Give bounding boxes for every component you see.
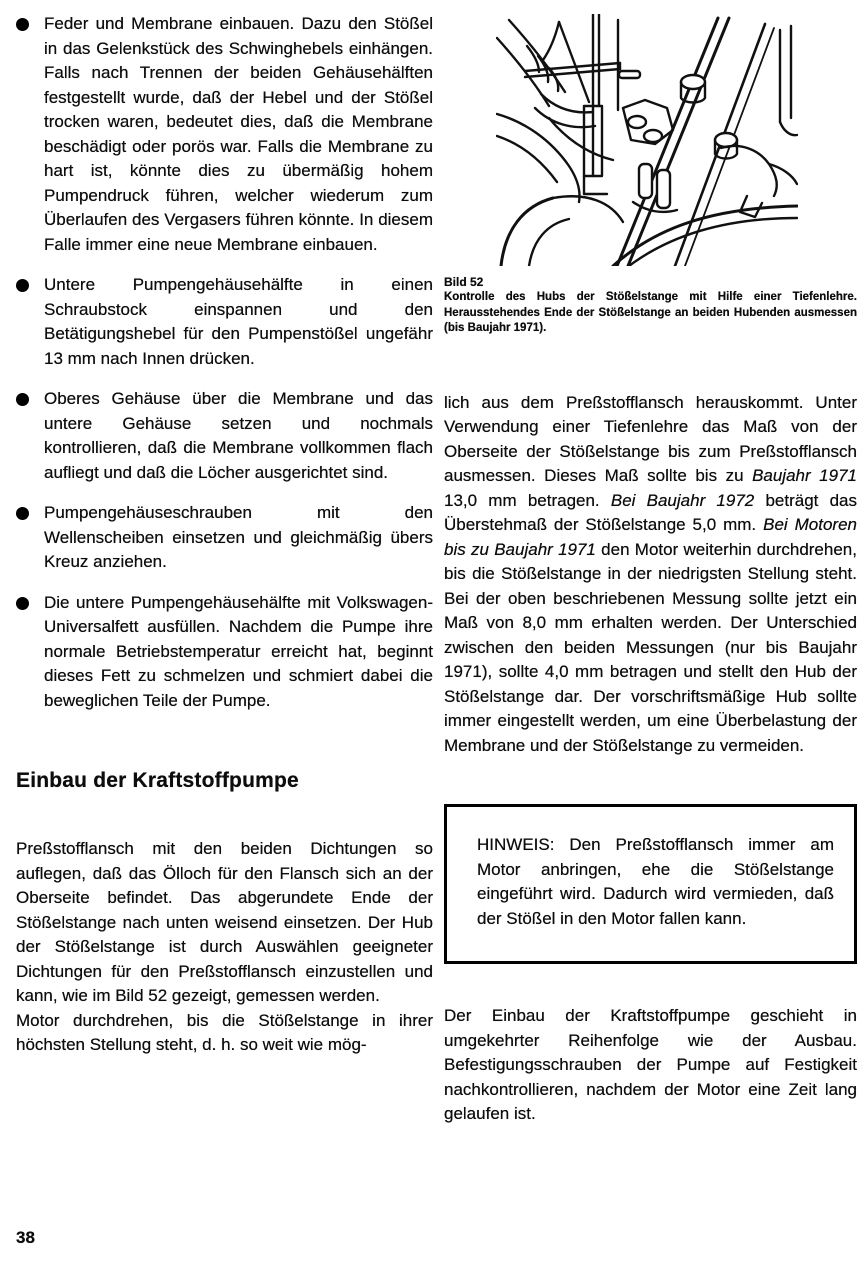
note-box (444, 804, 857, 964)
engine-depth-gauge-drawing (496, 14, 798, 266)
bullet-icon (16, 279, 29, 292)
list-item-text: Feder und Membrane einbauen. Dazu den Stößel in das Gelenkstück des Schwinghebels einhängen. Falls nach Trennen der beiden Gehäusehälften festgestellt wurde, daß der Hebel und der Stößel trocken waren, bedeutet dies, daß die Membrane beschädigt oder porös war. Falls die Membrane zu hart ist, könnte dies zu übermäßig hohem Pumpendruck führen, welcher wiederum zum Überlaufen des Vergasers führen könnte. In diesem Falle immer eine neue Membrane einbauen. (44, 14, 433, 254)
list-item (16, 387, 433, 485)
bullet-icon (16, 393, 29, 406)
paragraph: Motor durchdrehen, bis die Stößelstange in ihrer höchsten Stellung steht, d. h. so weit wie mög- (16, 1010, 433, 1054)
paragraph: lich aus dem Preßstofflansch herauskommt. Unter Verwendung einer Tiefenlehre das Maß von der Oberseite der Stößelstange bis zum Preßstofflansch ausmessen. Dieses Maß sollte bis zu Baujahr 1971 13,0 mm betragen. Bei Baujahr 1972 beträgt das Überstehmaß der Stößelstange 5,0 mm. Bei Motoren bis zu Baujahr 1971 den Motor weiterhin durchdrehen, bis die Stößelstange in der niedrigsten Stellung steht. Bei der oben beschriebenen Messung sollte jetzt ein Maß von 8,0 mm erhalten werden. Der Unterschied zwischen den beiden Messungen (nur bis Baujahr 1971), sollte 4,0 mm betragen und stellt den Hub der Stößelstange dar. Der vorschriftsmäßige Hub sollte immer eingestellt werden, um eine Überbelastung der Membrane und der Stößelstange zu vermeiden. (444, 392, 857, 755)
figure-caption-label: Bild 52 (444, 275, 484, 289)
figure-illustration (496, 14, 798, 266)
page-number: 38 (16, 1228, 35, 1247)
list-item (16, 591, 433, 714)
section-heading: Einbau der Kraftstoffpumpe (16, 769, 299, 792)
figure-caption (444, 274, 857, 337)
bracket (623, 100, 673, 144)
housing-curves (497, 114, 623, 266)
list-item (16, 273, 433, 371)
paragraph: Preßstofflansch mit den beiden Dichtungen so auflegen, daß das Ölloch für den Flansch sich an der Oberseite befindet. Das abgerundete Ende der Stößelstange nach unten weisend einsetzen. Der Hub der Stößelstange ist durch Auswählen geeigneter Dichtungen für den Preßstofflansch einzustellen und kann, wie im Bild 52 gezeigt, gemessen werden. (16, 839, 433, 1005)
list-item (16, 12, 433, 257)
bullet-icon (16, 18, 29, 31)
bullet-icon (16, 597, 29, 610)
note-text: HINWEIS: Den Preßstofflansch immer am Motor anbringen, ehe die Stößelstange eingeführt wird. Dadurch wird vermieden, daß der Stößel in den Motor fallen kann. (477, 835, 834, 928)
list-item-text: Oberes Gehäuse über die Membrane und das untere Gehäuse setzen und nochmals kontrollieren, daß die Membrane vollkommen flach aufliegt und daß die Löcher ausgerichtet sind. (44, 389, 433, 482)
list-item-text: Untere Pumpengehäusehälfte in einen Schraubstock einspannen und den Betätigungshebel für den Pumpenstößel ungefähr 13 mm nach Innen drücken. (44, 275, 433, 368)
bullet-icon (16, 507, 29, 520)
figure-caption-text: Kontrolle des Hubs der Stößelstange mit Hilfe einer Tiefenlehre. Herausstehendes Ende der Stößelstange an beiden Hubenden ausmessen (bis Baujahr 1971). (444, 291, 857, 334)
right-column (444, 12, 857, 1127)
depth-gauge (525, 14, 640, 194)
list-item-text: Die untere Pumpengehäusehälfte mit Volkswagen-Universalfett ausfüllen. Nachdem die Pumpe ihre normale Betriebstemperatur erreicht hat, beginnt dieses Fett zu schmelzen und schmiert dabei die beweglichen Teile der Pumpe. (44, 592, 433, 710)
paragraph: Der Einbau der Kraftstoffpumpe geschieht in umgekehrter Reihenfolge wie der Ausbau. Befestigungsschrauben der Pumpe auf Festigkeit nachkontrollieren, nachdem der Motor eine Zeit lang gelaufen ist. (444, 1006, 857, 1123)
list-item-text: Pumpengehäuseschrauben mit den Wellenscheiben einsetzen und gleichmäßig übers Kreuz anziehen. (44, 503, 433, 571)
list-item (16, 501, 433, 575)
left-column (16, 12, 433, 1058)
instruction-list (16, 12, 433, 713)
